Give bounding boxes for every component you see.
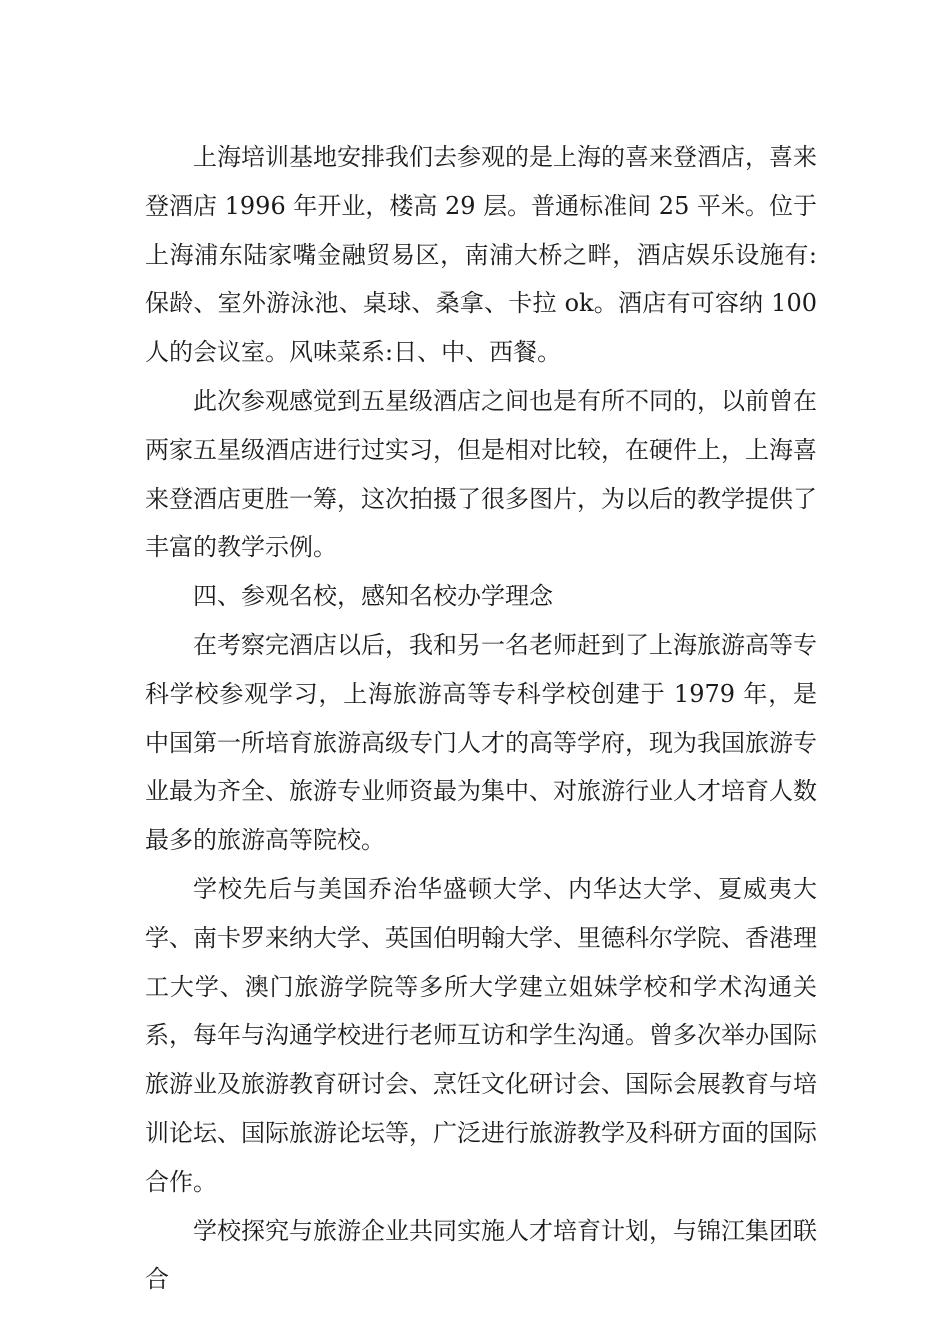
- paragraph-sheraton-hotel: 上海培训基地安排我们去参观的是上海的喜来登酒店，喜来登酒店 1996 年开业，楼高 29 层。普通标准间 25 平米。位于上海浦东陆家嘴金融贸易区，南浦大桥之畔，酒店娱乐设施有:保龄、室外游泳池、桌球、桑拿、卡拉 ok。酒店有可容纳 100 人的会议室。风味菜系:日、中、西餐。: [145, 143, 817, 367]
- document-body: [145, 133, 817, 1304]
- paragraph-talent-cultivation: 学校探究与旅游企业共同实施人才培育计划，与锦江集团联合: [145, 1216, 817, 1294]
- paragraph-visit-impression: 此次参观感觉到五星级酒店之间也是有所不同的，以前曾在两家五星级酒店进行过实习，但是相对比较，在硬件上，上海喜来登酒店更胜一筹，这次拍摄了很多图片，为以后的教学提供了丰富的教学示例。: [145, 386, 817, 562]
- paragraph-sister-schools: 学校先后与美国乔治华盛顿大学、内华达大学、夏威夷大学、南卡罗来纳大学、英国伯明翰大学、里德科尔学院、香港理工大学、澳门旅游学院等多所大学建立姐妹学校和学术沟通关系，每年与沟通学校进行老师互访和学生沟通。曾多次举办国际旅游业及旅游教育研讨会、烹饪文化研讨会、国际会展教育与培训论坛、国际旅游论坛等，广泛进行旅游教学及科研方面的国际合作。: [145, 874, 817, 1196]
- paragraph-shanghai-tourism-college: 在考察完酒店以后，我和另一名老师赶到了上海旅游高等专科学校参观学习，上海旅游高等专科学校创建于 1979 年，是中国第一所培育旅游高级专门人才的高等学府，现为我国旅游专业最为齐全、旅游专业师资最为集中、对旅游行业人才培育人数最多的旅游高等院校。: [145, 630, 817, 855]
- section-heading-visit-schools: 四、参观名校，感知名校办学理念: [193, 582, 553, 611]
